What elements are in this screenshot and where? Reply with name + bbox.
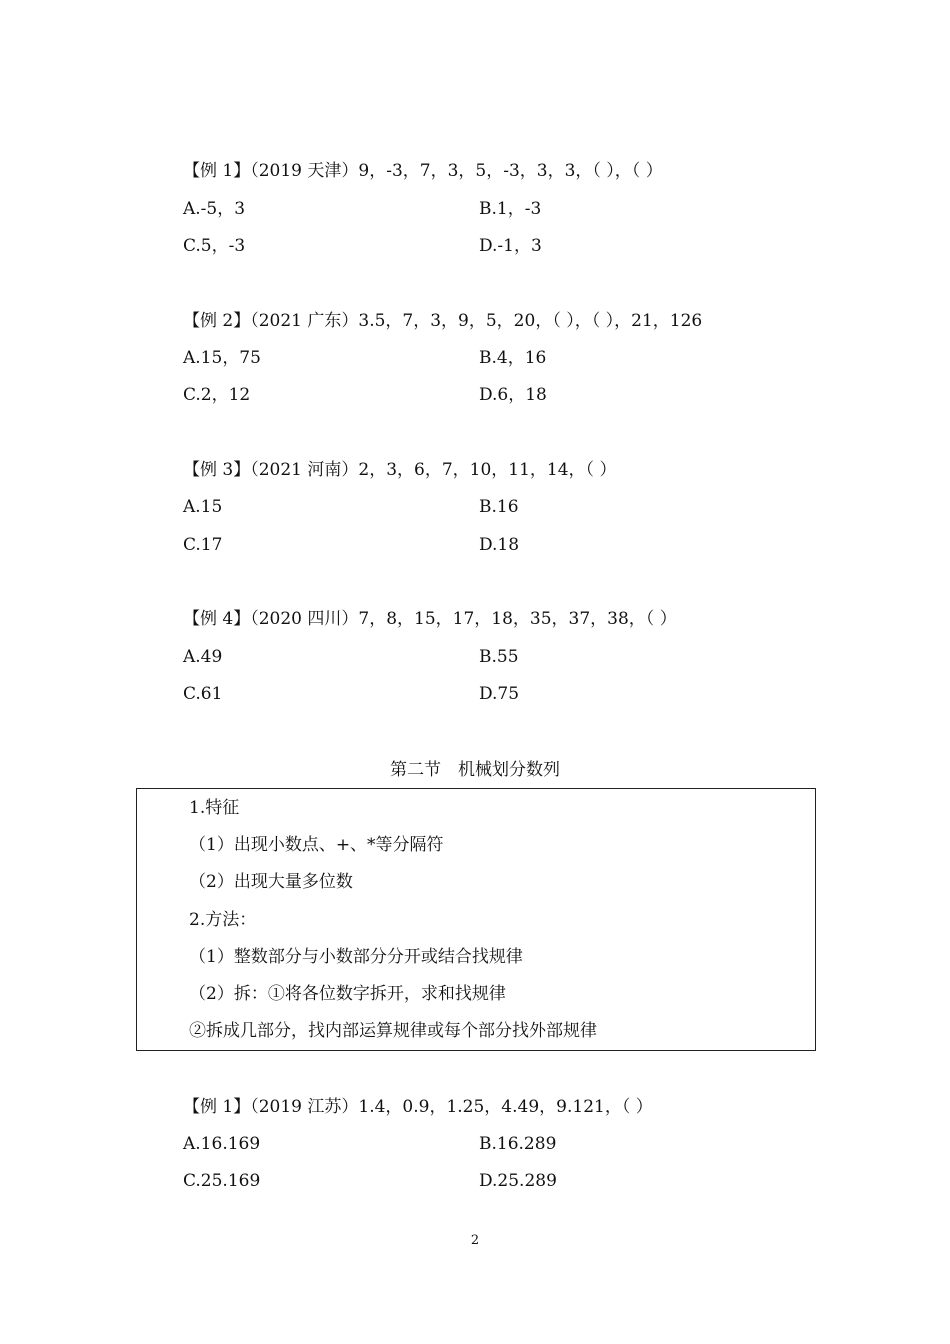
option-b: B.16.289 <box>479 1134 557 1154</box>
page-number: 2 <box>470 1233 480 1248</box>
box-line: 1.特征 <box>189 798 240 818</box>
option-b: B.16 <box>479 497 519 517</box>
box-line: （2）出现大量多位数 <box>189 872 353 892</box>
option-a: A.16.169 <box>183 1134 261 1154</box>
question-title: 【例 1】（2019 天津）9，-3，7，3，5，-3，3，3，（ ），（ ） <box>183 161 663 181</box>
box-line: 2.方法： <box>189 910 257 930</box>
option-a: A.15 <box>183 497 223 517</box>
box-line: （1）整数部分与小数部分分开或结合找规律 <box>189 947 523 967</box>
option-a: A.15，75 <box>183 348 261 368</box>
box-line: ②拆成几部分，找内部运算规律或每个部分找外部规律 <box>189 1021 597 1041</box>
option-d: D.25.289 <box>479 1171 557 1191</box>
option-c: C.2，12 <box>183 385 251 405</box>
question-title: 【例 2】（2021 广东）3.5，7，3，9，5，20，（ ），（ ），21，126 <box>183 311 703 331</box>
option-b: B.4，16 <box>479 348 547 368</box>
option-c: C.25.169 <box>183 1171 261 1191</box>
option-a: A.49 <box>183 647 223 667</box>
question-title: 【例 4】（2020 四川）7，8，15，17，18，35，37，38，（ ） <box>183 609 677 629</box>
question-title: 【例 1】（2019 江苏）1.4，0.9，1.25，4.49，9.121，（ ） <box>183 1097 653 1117</box>
option-d: D.-1，3 <box>479 236 542 256</box>
option-b: B.1，-3 <box>479 199 542 219</box>
option-a: A.-5，3 <box>183 199 246 219</box>
question-title: 【例 3】（2021 河南）2，3，6，7，10，11，14，（ ） <box>183 460 617 480</box>
option-c: C.17 <box>183 535 223 555</box>
option-c: C.5，-3 <box>183 236 246 256</box>
option-b: B.55 <box>479 647 519 667</box>
summary-box <box>136 788 816 1051</box>
box-line: （2）拆：①将各位数字拆开，求和找规律 <box>189 984 506 1004</box>
section-title: 第二节 机械划分数列 <box>390 760 560 780</box>
option-d: D.75 <box>479 684 520 704</box>
option-d: D.18 <box>479 535 520 555</box>
option-c: C.61 <box>183 684 223 704</box>
option-d: D.6，18 <box>479 385 547 405</box>
box-line: （1）出现小数点、+、*等分隔符 <box>189 835 444 855</box>
